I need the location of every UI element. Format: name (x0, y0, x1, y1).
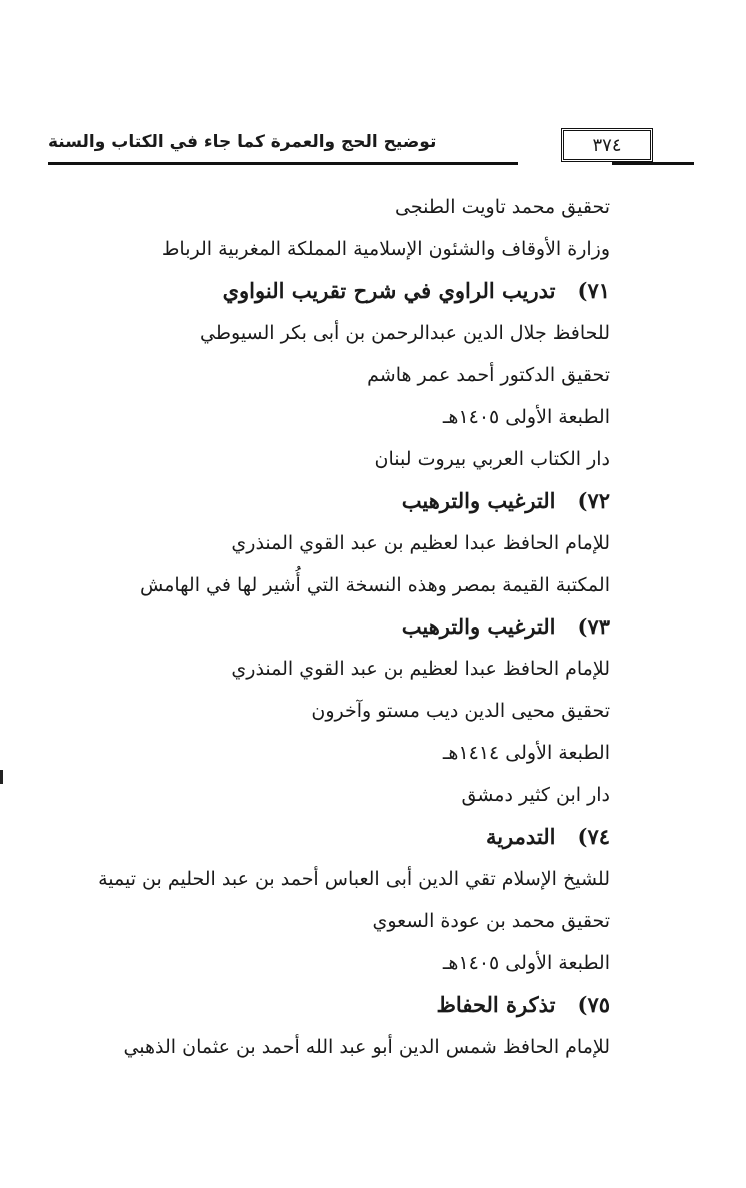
entry-line: تحقيق محمد تاويت الطنجى (395, 196, 610, 218)
entry-line: المكتبة القيمة بمصر وهذه النسخة التي أُشير لها في الهامش (139, 574, 610, 596)
entry-title: تدريب الراوي في شرح تقريب النواوي (222, 278, 556, 303)
entry-line: دار الكتاب العربي بيروت لبنان (374, 448, 610, 470)
entry-title: تذكرة الحفاظ (436, 992, 556, 1017)
entry-line: للإمام الحافظ عبدا لعظيم بن عبد القوي المنذري (231, 532, 610, 554)
entry-line: تحقيق الدكتور أحمد عمر هاشم (367, 364, 610, 386)
running-title: توضيح الحج والعمرة كما جاء في الكتاب والسنة (48, 132, 437, 152)
entry-heading (60, 480, 610, 522)
header-rule-right (612, 162, 694, 165)
entry-number: ٧١) (577, 278, 610, 303)
entry-line: دار ابن كثير دمشق (461, 784, 610, 806)
entry-number: ٧٥) (577, 992, 610, 1017)
entry-line: للحافظ جلال الدين عبدالرحمن بن أبى بكر السيوطي (200, 322, 610, 344)
entry-heading (60, 606, 610, 648)
entry-title: التدمرية (485, 824, 556, 849)
entry-line: للشيخ الإسلام تقي الدين أبى العباس أحمد بن عبد الحليم بن تيمية (98, 868, 610, 890)
entry-line: تحقيق محمد بن عودة السعوي (372, 910, 610, 932)
entry-number: ٧٣) (577, 614, 610, 639)
entry-line: للإمام الحافظ عبدا لعظيم بن عبد القوي المنذري (231, 658, 610, 680)
entry-line: الطبعة الأولى ١٤٠٥هـ (442, 406, 610, 428)
page-number: ٣٧٤ (561, 128, 653, 162)
bibliography-list (60, 186, 610, 1068)
entry-heading (60, 270, 610, 312)
entry-line: تحقيق محيى الدين ديب مستو وآخرون (311, 700, 610, 722)
entry-heading (60, 984, 610, 1026)
entry-line: الطبعة الأولى ١٤٠٥هـ (442, 952, 610, 974)
header-rule (48, 162, 518, 165)
entry-heading (60, 816, 610, 858)
entry-line: الطبعة الأولى ١٤١٤هـ (442, 742, 610, 764)
entry-number: ٧٢) (577, 488, 610, 513)
entry-line: للإمام الحافظ شمس الدين أبو عبد الله أحمد بن عثمان الذهبي (123, 1036, 610, 1058)
margin-mark (0, 770, 3, 784)
entry-title: الترغيب والترهيب (401, 614, 556, 639)
entry-line: وزارة الأوقاف والشئون الإسلامية المملكة المغربية الرباط (161, 238, 610, 260)
entry-number: ٧٤) (577, 824, 610, 849)
entry-title: الترغيب والترهيب (401, 488, 556, 513)
